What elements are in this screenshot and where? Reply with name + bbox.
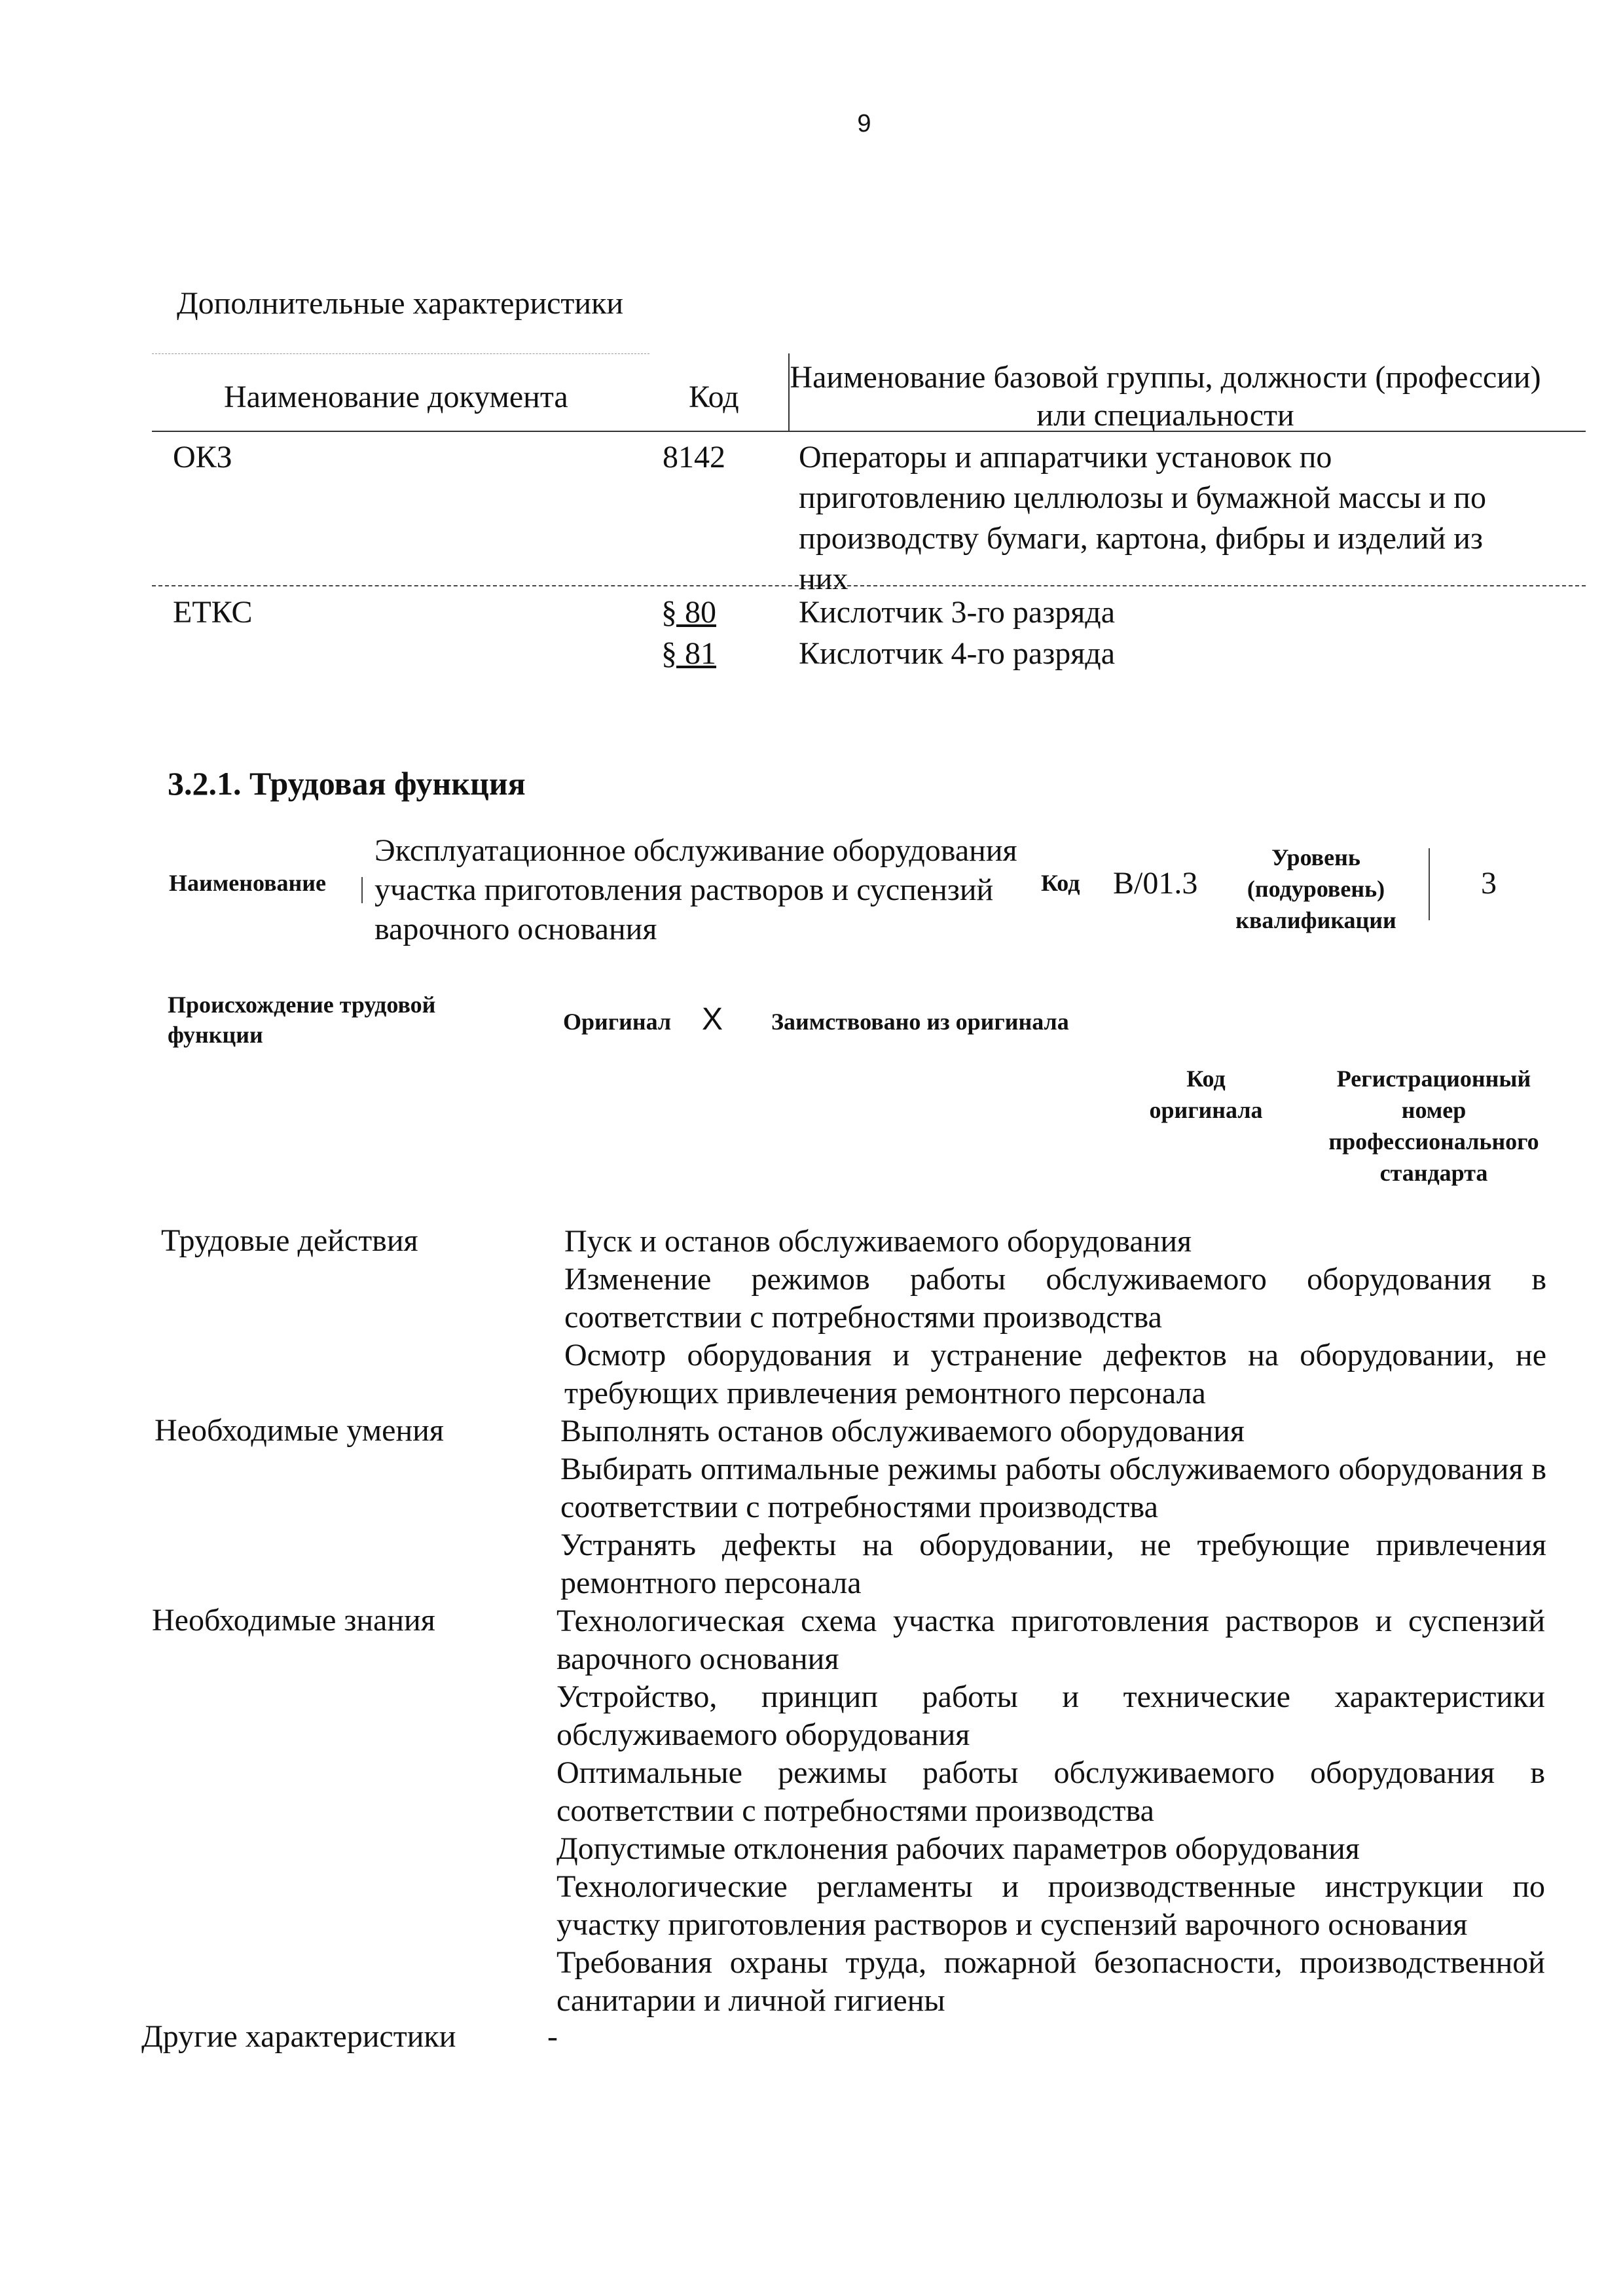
row-etks-name-80: Кислотчик 3-го разряда xyxy=(799,595,1115,630)
knowledge-item: Допустимые отклонения рабочих параметров оборудования xyxy=(556,1831,1360,1866)
qualification-level-value: 3 xyxy=(1481,866,1497,901)
function-code-value: B/01.3 xyxy=(1113,866,1198,901)
function-name-value: Эксплуатационное обслуживание оборудования участка приготовления растворов и суспензий варочного основания xyxy=(374,833,1017,946)
original-code-label: Код оригинала xyxy=(1149,1066,1263,1123)
labour-action-item: Пуск и останов обслуживаемого оборудования xyxy=(564,1224,1192,1259)
row-etks-document: ЕТКС xyxy=(173,595,253,630)
row-etks-code-80: § 80 xyxy=(661,595,716,630)
row-okz-code: 8142 xyxy=(663,440,725,475)
qualification-level-label: Уровень (подуровень) квалификации xyxy=(1235,844,1396,933)
required-skills-label: Необходимые умения xyxy=(155,1413,444,1448)
separator xyxy=(1429,848,1430,920)
header-name: Наименование базовой группы, должности (профессии) или специальности xyxy=(790,360,1541,433)
labour-actions-label: Трудовые действия xyxy=(161,1223,418,1258)
page-number: 9 xyxy=(857,110,871,137)
origin-original-label: Оригинал xyxy=(563,1009,672,1035)
function-name-label: Наименование xyxy=(169,870,326,896)
function-heading: 3.2.1. Трудовая функция xyxy=(168,765,526,802)
row-okz-name: Операторы и аппаратчики установок по приготовлению целлюлозы и бумажной массы и по производству бумаги, картона, фибры и изделий из них xyxy=(799,440,1486,596)
additional-characteristics-heading: Дополнительные характеристики xyxy=(177,286,624,321)
header-document: Наименование документа xyxy=(224,380,568,414)
table-top-border xyxy=(152,353,649,354)
row-etks-name-81: Кислотчик 4-го разряда xyxy=(799,636,1115,671)
other-characteristics-label: Другие характеристики xyxy=(141,2019,456,2054)
row-okz-document: ОКЗ xyxy=(173,440,232,475)
skill-item: Выполнять останов обслуживаемого оборудования xyxy=(560,1414,1245,1448)
knowledge-item: Требования охраны труда, пожарной безопасности, производственной санитарии и личной гигиены xyxy=(556,1945,1545,2018)
skill-item: Устранять дефекты на оборудовании, не требующие привлечения ремонтного персонала xyxy=(560,1528,1546,1600)
header-code: Код xyxy=(689,380,739,414)
labour-action-item: Изменение режимов работы обслуживаемого оборудования в соответствии с потребностями производства xyxy=(564,1262,1546,1335)
function-code-label: Код xyxy=(1041,870,1080,896)
origin-original-mark: X xyxy=(702,1002,723,1037)
separator xyxy=(361,877,363,903)
knowledge-item: Оптимальные режимы работы обслуживаемого оборудования в соответствии с потребностями производства xyxy=(556,1755,1545,1828)
skill-item: Выбирать оптимальные режимы работы обслуживаемого оборудования в соответствии с потребностями производства xyxy=(560,1452,1546,1524)
required-knowledge-label: Необходимые знания xyxy=(152,1603,435,1638)
row-etks-code-81: § 81 xyxy=(661,636,716,671)
registration-number-label: Регистрационный номер профессионального стандарта xyxy=(1328,1066,1539,1186)
labour-action-item: Осмотр оборудования и устранение дефектов на оборудовании, не требующих привлечения ремонтного персонала xyxy=(564,1338,1546,1410)
knowledge-item: Технологические регламенты и производственные инструкции по участку приготовления растворов и суспензий варочного основания xyxy=(556,1869,1545,1942)
knowledge-item: Устройство, принцип работы и технические характеристики обслуживаемого оборудования xyxy=(556,1679,1545,1752)
origin-label: Происхождение трудовой функции xyxy=(168,992,436,1048)
origin-borrowed-label: Заимствовано из оригинала xyxy=(771,1009,1069,1035)
knowledge-item: Технологическая схема участка приготовления растворов и суспензий варочного основания xyxy=(556,1604,1545,1676)
other-characteristics-value: - xyxy=(547,2019,558,2054)
